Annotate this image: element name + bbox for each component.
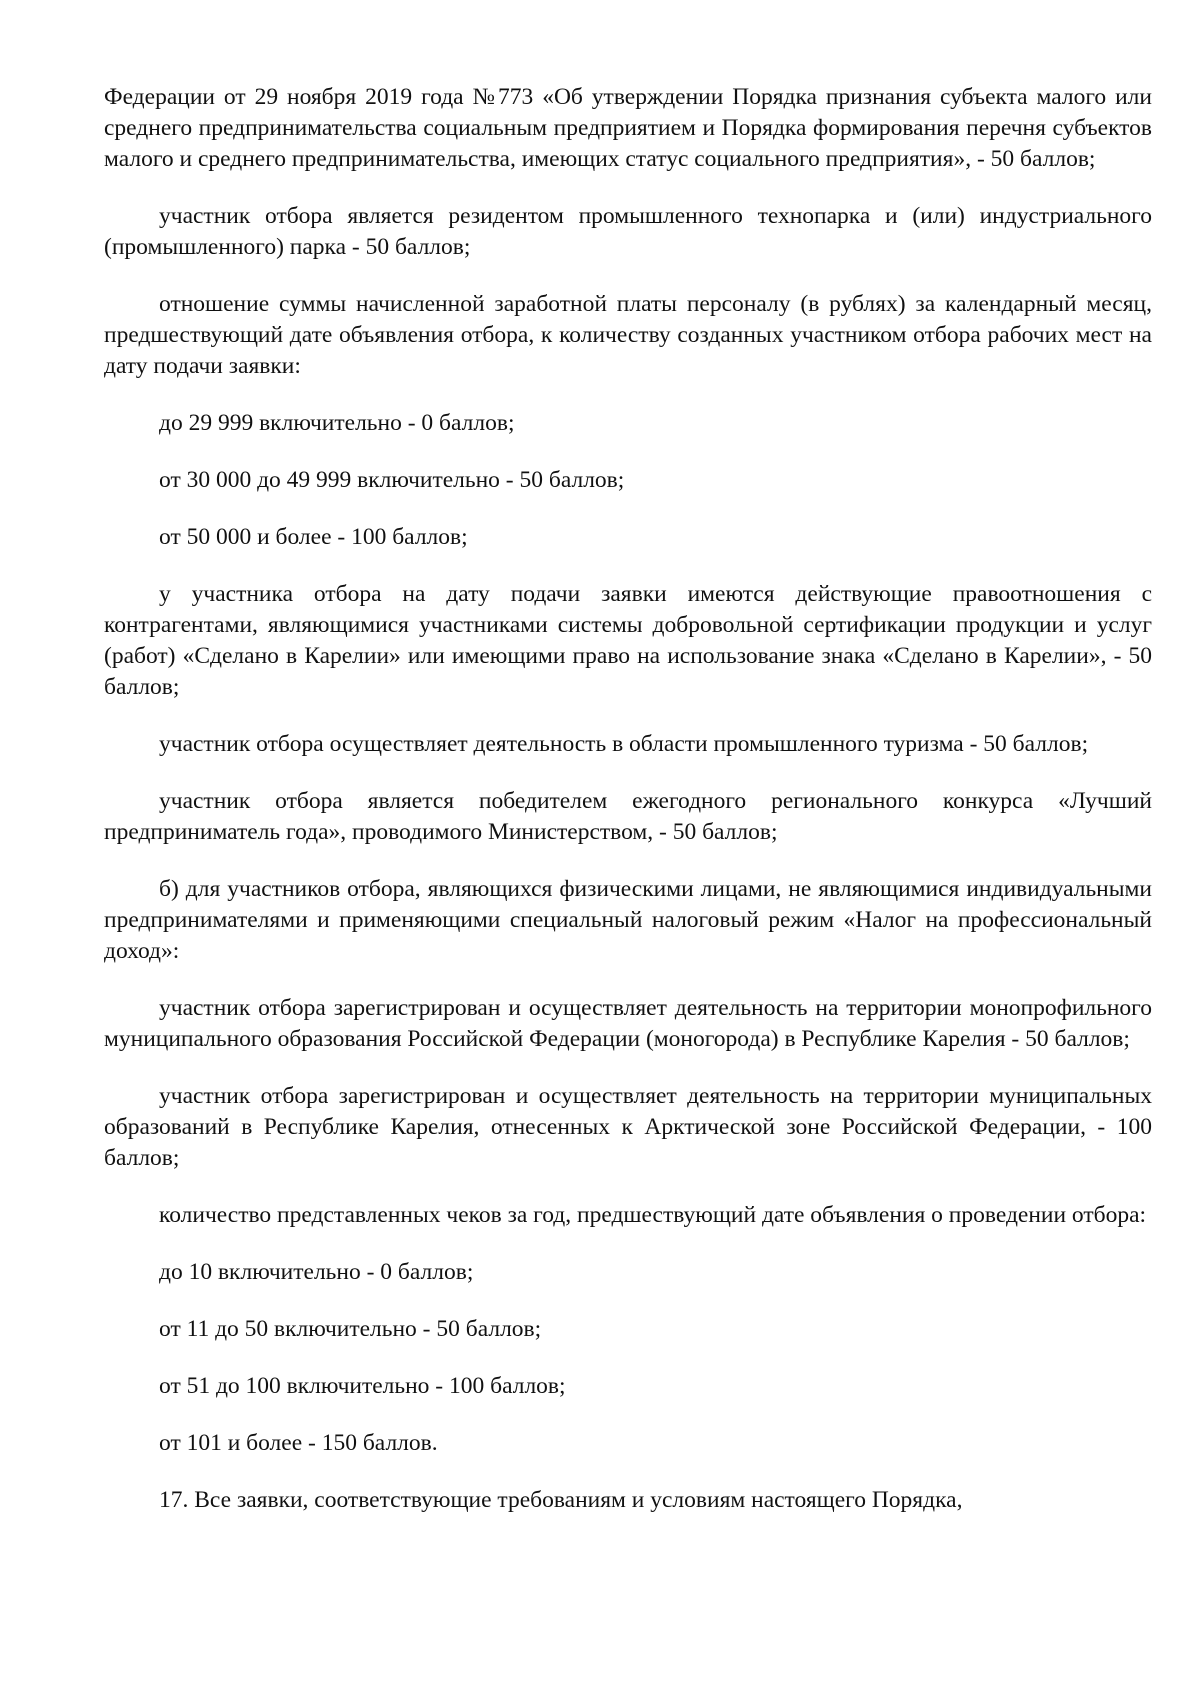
- paragraph-salary-tier-1: до 29 999 включительно - 0 баллов;: [159, 410, 515, 436]
- paragraph-monotown: участник отбора зарегистрирован и осуществляет деятельность на территории монопрофильного муниципального образования Российской Федерации (моногорода) в Республике Карелия - 50 баллов;: [104, 995, 1152, 1052]
- paragraph-technopark: участник отбора является резидентом промышленного технопарка и (или) индустриального (промышленного) парка - 50 баллов;: [104, 203, 1152, 260]
- paragraph-receipts-tier-2: от 11 до 50 включительно - 50 баллов;: [159, 1316, 542, 1342]
- paragraph-continuation: Федерации от 29 ноября 2019 года №773 «Об утверждении Порядка признания субъекта малого или среднего предпринимательства социальным предприятием и Порядка формирования перечня субъектов малого и среднего предпринимательства, имеющих статус социального предприятия», - 50 баллов;: [104, 84, 1152, 172]
- paragraph-item-17: 17. Все заявки, соответствующие требованиям и условиям настоящего Порядка,: [159, 1487, 963, 1513]
- paragraph-receipts-tier-1: до 10 включительно - 0 баллов;: [159, 1259, 474, 1285]
- paragraph-self-employed: б) для участников отбора, являющихся физическими лицами, не являющимися индивидуальными предпринимателями и применяющими специальный налоговый режим «Налог на профессиональный доход»:: [104, 876, 1152, 964]
- paragraph-salary-tier-2: от 30 000 до 49 999 включительно - 50 баллов;: [159, 467, 625, 493]
- paragraph-best-entrepreneur: участник отбора является победителем ежегодного регионального конкурса «Лучший предприниматель года», проводимого Министерством, - 50 баллов;: [104, 788, 1152, 845]
- paragraph-receipts-count: количество представленных чеков за год, предшествующий дате объявления о проведении отбора:: [159, 1202, 1147, 1228]
- paragraph-industrial-tourism: участник отбора осуществляет деятельность в области промышленного туризма - 50 баллов;: [159, 731, 1089, 757]
- paragraph-arctic-zone: участник отбора зарегистрирован и осуществляет деятельность на территории муниципальных образований в Республике Карелия, отнесенных к Арктической зоне Российской Федерации, - 100 баллов;: [104, 1083, 1152, 1171]
- paragraph-receipts-tier-4: от 101 и более - 150 баллов.: [159, 1430, 438, 1456]
- paragraph-salary-ratio: отношение суммы начисленной заработной платы персоналу (в рублях) за календарный месяц, предшествующий дате объявления отбора, к количеству созданных участником отбора рабочих мест на дату подачи заявки:: [104, 291, 1152, 379]
- paragraph-receipts-tier-3: от 51 до 100 включительно - 100 баллов;: [159, 1373, 566, 1399]
- paragraph-made-in-karelia: у участника отбора на дату подачи заявки имеются действующие правоотношения с контрагентами, являющимися участниками системы добровольной сертификации продукции и услуг (работ) «Сделано в Карелии» или имеющими право на использование знака «Сделано в Карелии», - 50 баллов;: [104, 581, 1152, 700]
- paragraph-salary-tier-3: от 50 000 и более - 100 баллов;: [159, 524, 468, 550]
